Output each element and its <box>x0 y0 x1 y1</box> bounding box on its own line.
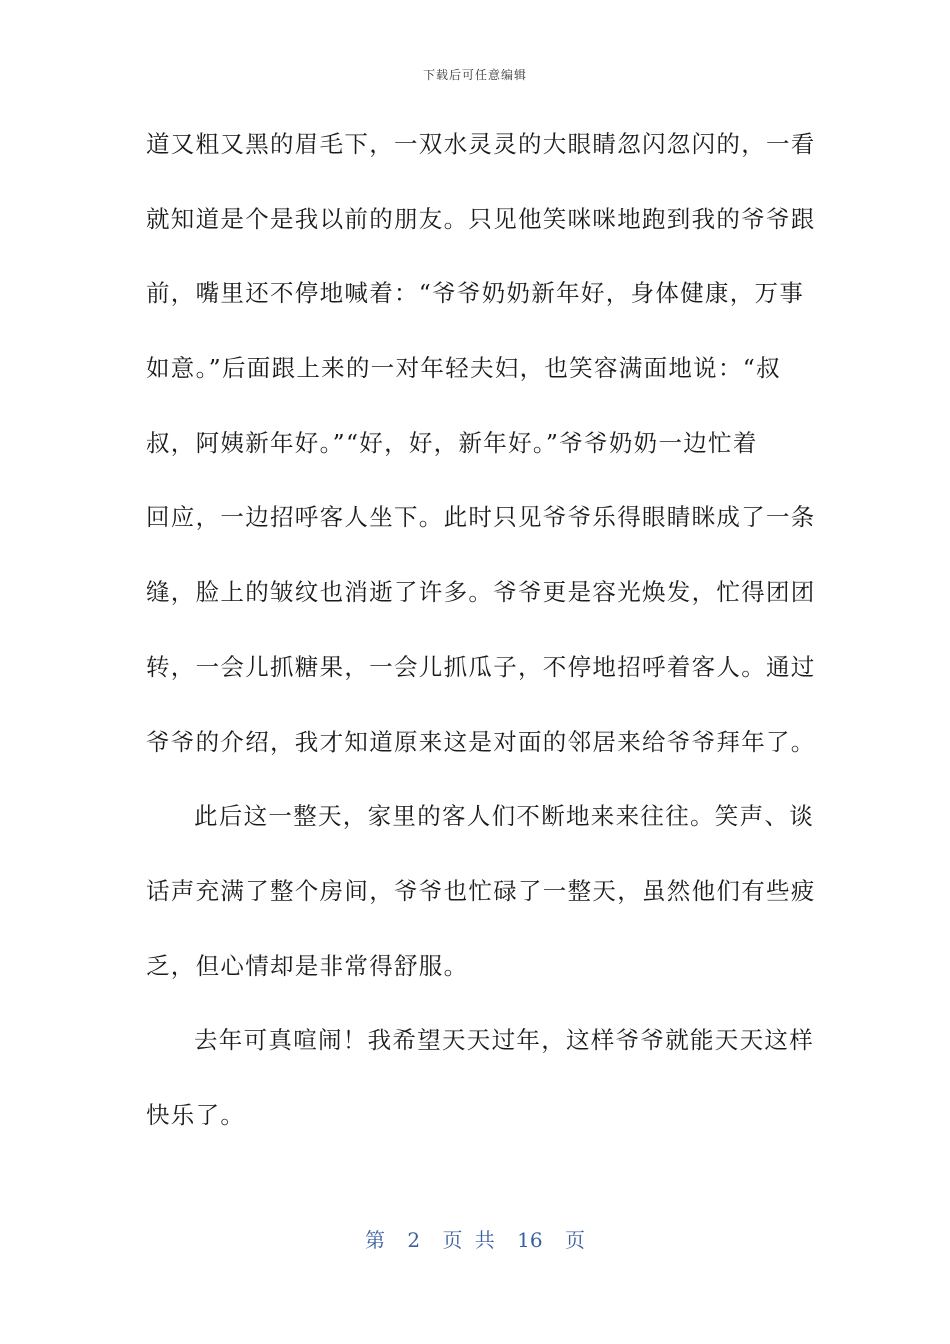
text-line: 乏，但心情却是非常得舒服。 <box>146 951 469 980</box>
page-prefix: 第 <box>365 1228 385 1252</box>
text-line: 爷爷的介绍，我才知道原来这是对面的邻居来给爷爷拜年了。 <box>146 727 816 756</box>
text-line: 话声充满了整个房间，爷爷也忙碌了一整天，虽然他们有些疲 <box>146 876 816 905</box>
document-body <box>146 112 816 1158</box>
text-line: 道又粗又黑的眉毛下，一双水灵灵的大眼睛忽闪忽闪的，一看 <box>146 130 816 158</box>
text-line: 就知道是个是我以前的朋友。只见他笑咪咪地跑到我的爷爷跟 <box>146 204 816 233</box>
total-page-count: 16 <box>517 1228 543 1252</box>
paragraph-start-line: 此后这一整天，家里的客人们不断地来来往往。笑声、谈 <box>194 802 814 831</box>
text-line: 回应，一边招呼客人坐下。此时只见爷爷乐得眼睛眯成了一条 <box>146 503 816 532</box>
text-line: 如意。”后面跟上来的一对年轻夫妇，也笑容满面地说：“叔 <box>146 354 781 383</box>
paragraph-start-line: 去年可真喧闹！我希望天天过年，这样爷爷就能天天这样 <box>194 1026 814 1055</box>
page-number-footer <box>0 1224 950 1253</box>
header-note: 下载后可任意编辑 <box>422 68 527 82</box>
text-line: 缝，脸上的皱纹也消逝了许多。爷爷更是容光焕发，忙得团团 <box>146 578 816 607</box>
text-line: 前，嘴里还不停地喊着：“爷爷奶奶新年好，身体健康，万事 <box>146 279 805 308</box>
text-line: 快乐了。 <box>146 1100 246 1129</box>
page-middle-text: 页 共 <box>442 1228 495 1252</box>
text-line: 叔，阿姨新年好。”“好，好，新年好。”爷爷奶奶一边忙着 <box>146 428 758 457</box>
current-page-number: 2 <box>407 1228 421 1252</box>
text-line: 转，一会儿抓糖果，一会儿抓瓜子，不停地招呼着客人。通过 <box>146 652 816 681</box>
page-suffix: 页 <box>564 1228 585 1252</box>
